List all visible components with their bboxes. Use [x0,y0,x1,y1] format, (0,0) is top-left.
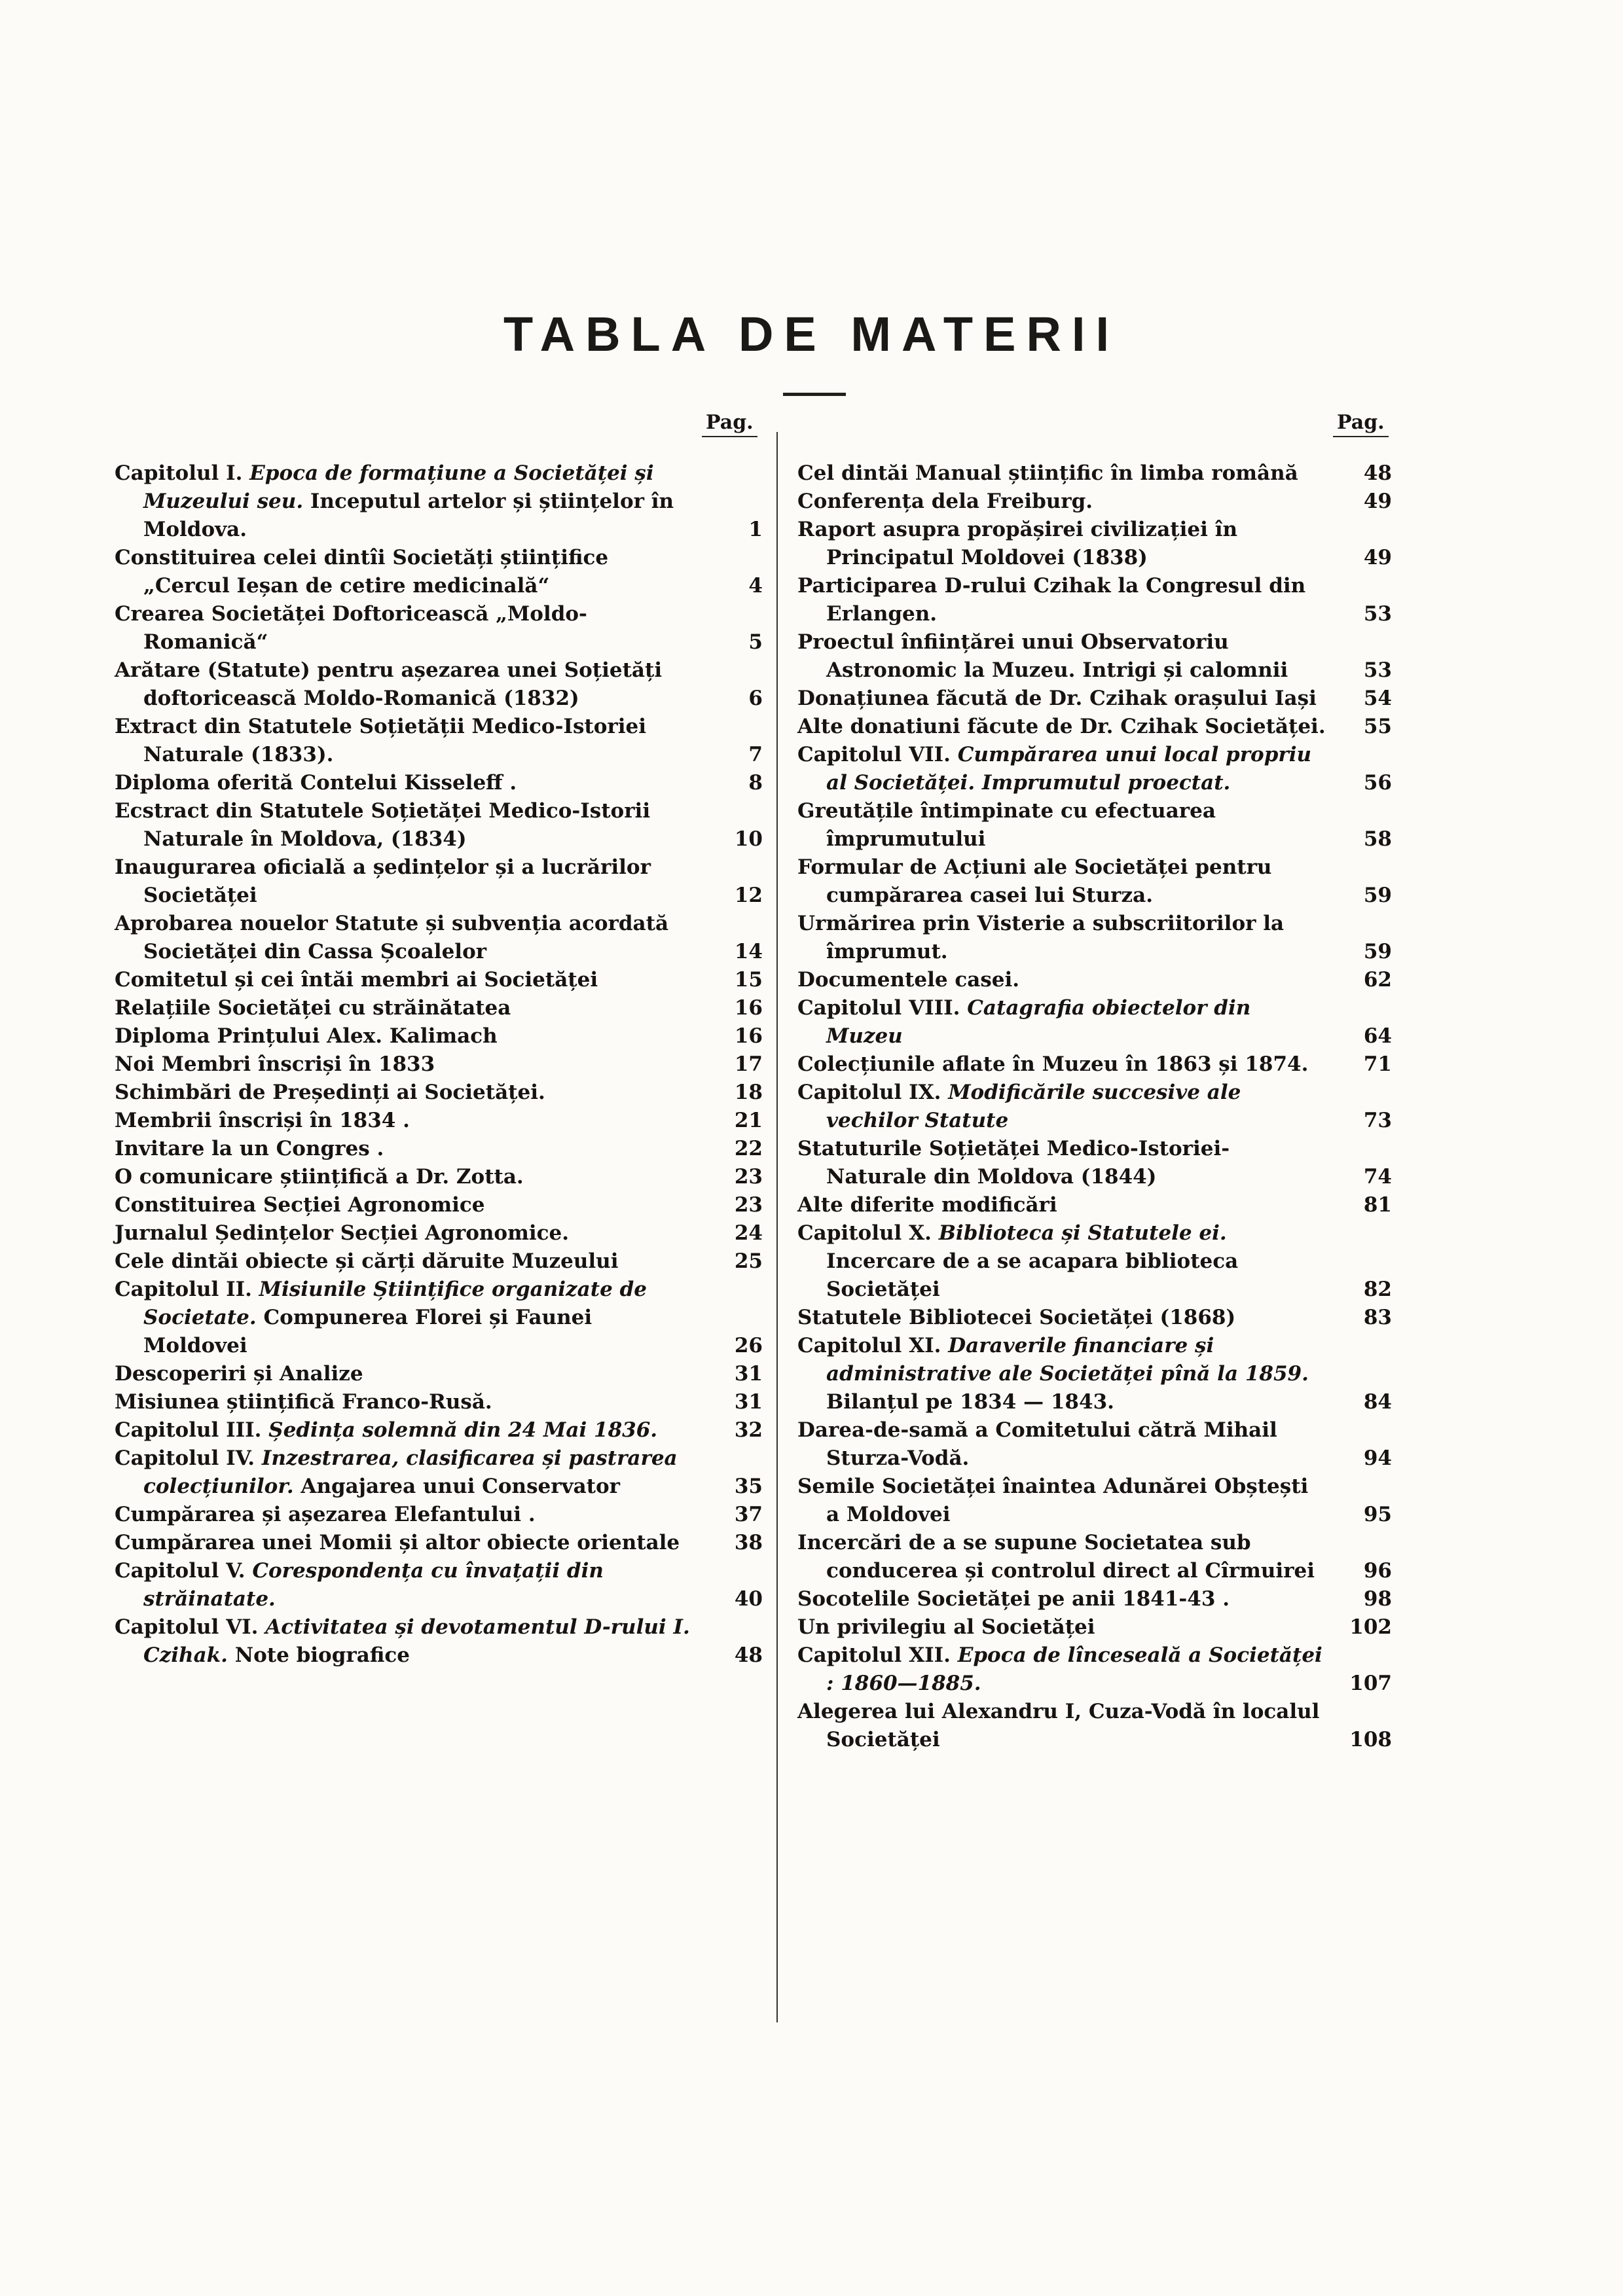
toc-entry [115,1501,763,1529]
toc-entry-text: Capitolul IV. Inzestrarea, clasificarea și pastrarea colecțiunilor. Angajarea unui Conservator [115,1446,678,1498]
toc-entry-page: 81 [1363,1193,1392,1217]
toc-entry-text: Incercări de a se supune Societatea sub conducerea și controlul direct al Cîrmuirei [797,1531,1315,1583]
toc-entry-page: 22 [734,1137,763,1160]
toc-entry-text: Cumpărarea unei Momii și altor obiecte orientale [115,1531,680,1554]
toc-entry [115,1050,763,1079]
toc-entry-page: 12 [734,884,763,907]
toc-entry [115,1163,763,1191]
column-divider [776,432,778,2022]
toc-entry-text: Greutățile întimpinate cu efectuarea împrumutului [797,799,1216,851]
toc-entry-page: 95 [1363,1503,1392,1526]
toc-entry [797,1050,1392,1079]
toc-entry-text: Alegerea lui Alexandru I, Cuza-Vodă în localul Societăței [797,1700,1320,1751]
toc-entry-page: 38 [734,1531,763,1554]
toc-entry-page: 54 [1363,687,1392,710]
toc-entry [115,713,763,769]
toc-column-right [797,459,1392,1754]
toc-entry-text: Proectul înființărei unui Observatoriu Astronomic la Muzeu. Intrigi și calomnii [797,630,1288,682]
toc-entry [115,1135,763,1163]
toc-entry [797,1416,1392,1473]
toc-chapter-label: Capitolul IX. [797,1081,941,1104]
toc-entry [797,1304,1392,1332]
toc-entry-text: Extract din Statutele Soțietății Medico-Istoriei Naturale (1833). [115,715,647,766]
toc-entry-text: Donațiunea făcută de Dr. Czihak orașului Iași [797,687,1317,710]
toc-entry [115,1247,763,1276]
toc-entry-page: 10 [734,827,763,851]
toc-entry-page: 40 [734,1587,763,1611]
toc-entry-text: Diploma oferită Contelui Kisseleff . [115,771,517,795]
toc-entry-text: Jurnalul Ședințelor Secției Agronomice. [115,1221,570,1245]
toc-entry [115,544,763,600]
toc-entry-text: Diploma Prințului Alex. Kalimach [115,1024,498,1048]
toc-chapter-label: Capitolul IV. [115,1446,255,1470]
toc-entry [115,1219,763,1247]
toc-chapter-title: Ședința solemnă din 24 Mai 1836. [261,1418,658,1442]
toc-entry-text [797,1641,1328,1698]
toc-entry [797,1473,1392,1529]
toc-entry [797,1585,1392,1613]
toc-entry-page: 59 [1363,884,1392,907]
toc-entry-page: 15 [734,968,763,992]
toc-entry [115,994,763,1022]
toc-entry-page: 31 [734,1390,763,1414]
toc-chapter-label: Capitolul VII. [797,743,951,766]
toc-entry-page: 55 [1363,715,1392,738]
toc-entry-text: Statuturile Soțietăței Medico-Istoriei-Naturale din Moldova (1844) [797,1137,1230,1189]
toc-entry [797,966,1392,994]
toc-entry-page: 94 [1363,1446,1392,1470]
toc-entry-text: Descoperiri și Analize [115,1362,363,1386]
toc-entry [797,1191,1392,1219]
toc-chapter-label: Capitolul I. [115,461,243,485]
toc-entry-text [115,1557,699,1613]
toc-entry-text: Capitolul II. Misiunile Științifice organizate de Societate. Compunerea Florei și Faunei Moldovei [115,1278,647,1357]
toc-entry [797,1135,1392,1191]
toc-entry-text: Semile Societăței înaintea Adunărei Obștești a Moldovei [797,1475,1309,1526]
toc-entry-text: Schimbări de Președinți ai Societăței. [115,1081,545,1104]
toc-entry-text: Invitare la un Congres . [115,1137,384,1160]
toc-entry-text: Ecstract din Statutele Soțietăței Medico-Istorii Naturale în Moldova, (1834) [115,799,651,851]
toc-entry-page: 84 [1363,1390,1392,1414]
toc-entry-text: Capitolul VI. Activitatea și devotamentul D-rului I. Czihak. Note biografice [115,1615,690,1667]
toc-chapter-title: Daraverile financiare și administrative ale Societăței pînă la 1859. [826,1334,1309,1386]
toc-entry-page: 98 [1363,1587,1392,1611]
toc-entry-page: 31 [734,1362,763,1386]
toc-entry-page: 74 [1363,1165,1392,1189]
toc-entry-text: Colecțiunile aflate în Muzeu în 1863 și 1874. [797,1052,1309,1076]
toc-chapter-title: Activitatea și devotamentul D-rului I. Czihak. [143,1615,690,1667]
toc-entry-text: Misiunea științifică Franco-Rusă. [115,1390,492,1414]
toc-chapter-label: Capitolul VIII. [797,996,960,1020]
toc-entry [797,685,1392,713]
toc-chapter-label: Capitolul III. [115,1418,262,1442]
toc-entry-text: Arătare (Statute) pentru așezarea unei Soțietăți doftoricească Moldo-Romanică (1832) [115,658,663,710]
toc-entry-page: 53 [1363,658,1392,682]
toc-entry-page: 58 [1363,827,1392,851]
toc-entry-text: Membrii înscriși în 1834 . [115,1109,410,1132]
title-rule [783,393,846,396]
toc-column-left [115,459,763,1670]
toc-entry-page: 16 [734,1024,763,1048]
toc-entry-page: 7 [748,743,763,766]
toc-entry-page: 23 [734,1165,763,1189]
toc-entry [115,910,763,966]
toc-entry [797,994,1392,1050]
toc-chapter-title: Biblioteca și Statutele ei. [931,1221,1227,1245]
toc-entry-page: 49 [1363,490,1392,513]
toc-chapter-label: Capitolul X. [797,1221,932,1245]
toc-entry [797,459,1392,488]
toc-chapter-title: Inzestrarea, clasificarea și pastrarea colecțiunilor. [143,1446,678,1498]
toc-entry [115,1557,763,1613]
toc-entry [115,1022,763,1050]
toc-entry-text: Formular de Acțiuni ale Societăței pentru cumpărarea casei lui Sturza. [797,855,1272,907]
toc-entry-page: 26 [734,1334,763,1357]
toc-chapter-label: Capitolul V. [115,1559,246,1583]
toc-entry [797,1529,1392,1585]
toc-entry [797,1079,1392,1135]
pag-header-left: Pag. [702,411,757,437]
toc-entry-text: Socotelile Societăței pe anii 1841-43 . [797,1587,1230,1611]
toc-entry-page: 62 [1363,968,1392,992]
toc-entry [115,797,763,853]
toc-entry-page: 14 [734,940,763,963]
toc-entry-text: Comitetul și cei întăi membri ai Societăței [115,968,598,992]
toc-entry [797,741,1392,797]
toc-entry-text: Alte donatiuni făcute de Dr. Czihak Societăței. [797,715,1326,738]
toc-entry-page: 64 [1363,1024,1392,1048]
toc-entry [797,797,1392,853]
toc-chapter-title: Epoca de formațiune a Societăței și Muzeului seu. [143,461,654,513]
toc-chapter-title: Cumpărarea unui local propriu al Societăței. Imprumutul proectat. [826,743,1312,795]
toc-entry [797,1219,1392,1304]
toc-entry-page: 56 [1363,771,1392,795]
toc-entry-page: 16 [734,996,763,1020]
toc-entry-text: Aprobarea nouelor Statute și subvenția acordată Societăței din Cassa Școalelor [115,912,669,963]
toc-entry-text: Conferența dela Freiburg. [797,490,1093,513]
toc-entry-text: Cele dintăi obiecte și cărți dăruite Muzeului [115,1249,619,1273]
toc-entry [115,1276,763,1360]
toc-entry-page: 96 [1363,1559,1392,1583]
toc-entry [797,488,1392,516]
toc-entry [797,572,1392,628]
toc-entry [115,1079,763,1107]
toc-entry-page: 107 [1349,1672,1392,1695]
toc-entry-page: 25 [734,1249,763,1273]
toc-entry-text: Capitolul I. Epoca de formațiune a Societăței și Muzeului seu. Inceputul artelor și științelor în Moldova. [115,461,674,541]
toc-entry-text: Alte diferite modificări [797,1193,1057,1217]
toc-entry-text: Noi Membri înscriși în 1833 [115,1052,435,1076]
toc-entry [797,1641,1392,1698]
toc-entry-text: Cel dintăi Manual științific în limba română [797,461,1298,485]
toc-entry [115,1529,763,1557]
toc-entry-page: 6 [748,687,763,710]
toc-entry [115,1191,763,1219]
toc-entry-page: 4 [748,574,763,598]
toc-entry [797,713,1392,741]
toc-entry [115,600,763,656]
toc-entry-text: Capitolul XI. Daraverile financiare și administrative ale Societăței pînă la 1859. Bilanțul pe 1834 — 1843. [797,1334,1309,1414]
page-title: TABLA DE MATERII [503,307,1120,361]
toc-entry [797,1332,1392,1416]
toc-entry-page: 18 [734,1081,763,1104]
toc-entry-text: Crearea Societăței Doftoricească „Moldo-Romanică“ [115,602,587,654]
toc-entry [797,853,1392,910]
toc-entry [115,1444,763,1501]
toc-entry [115,769,763,797]
pag-header-right: Pag. [1333,411,1389,437]
toc-entry-text [797,1079,1328,1135]
toc-chapter-title: Misiunile Științifice organizate de Societate. [143,1278,647,1329]
toc-entry [115,1360,763,1388]
toc-entry [115,1388,763,1416]
toc-entry [797,1698,1392,1754]
toc-entry-text [797,994,1328,1050]
toc-entry-page: 17 [734,1052,763,1076]
toc-chapter-label: Capitolul VI. [115,1615,259,1639]
toc-entry-text: Constituirea Secției Agronomice [115,1193,485,1217]
toc-entry-page: 73 [1363,1109,1392,1132]
toc-entry-text: Inaugurarea oficială a ședințelor și a lucrărilor Societăței [115,855,651,907]
toc-entry [797,910,1392,966]
toc-entry-page: 49 [1363,546,1392,569]
toc-entry-page: 37 [734,1503,763,1526]
toc-entry-page: 53 [1363,602,1392,626]
toc-entry-text: Documentele casei. [797,968,1020,992]
toc-entry-text [115,1416,699,1444]
toc-entry-page: 108 [1349,1728,1392,1751]
toc-chapter-label: Capitolul XI. [797,1334,941,1357]
toc-entry [115,1613,763,1670]
toc-entry [115,1416,763,1444]
toc-chapter-label: Capitolul II. [115,1278,252,1301]
toc-chapter-title: Modificările succesive ale vechilor Statute [826,1081,1241,1132]
toc-entry [797,1613,1392,1641]
toc-entry-page: 48 [1363,461,1392,485]
toc-entry-page: 23 [734,1193,763,1217]
toc-entry [115,853,763,910]
toc-entry [115,656,763,713]
toc-entry-page: 8 [748,771,763,795]
toc-chapter-title: Catagrafia obiectelor din Muzeu [826,996,1251,1048]
toc-entry-page: 48 [734,1643,763,1667]
toc-entry-page: 71 [1363,1052,1392,1076]
toc-entry-page: 83 [1363,1306,1392,1329]
toc-entry [115,459,763,544]
toc-entry-page: 32 [734,1418,763,1442]
toc-entry-text [797,741,1328,797]
toc-entry-page: 1 [748,518,763,541]
toc-entry-text: Statutele Bibliotecei Societăței (1868) [797,1306,1236,1329]
toc-chapter-title: Corespondența cu învațații din străinatate. [143,1559,604,1611]
toc-entry-page: 21 [734,1109,763,1132]
toc-entry [115,966,763,994]
toc-entry-text: Raport asupra propășirei civilizației în Principatul Moldovei (1838) [797,518,1238,569]
toc-entry-text: Darea-de-samă a Comitetului cătră Mihail Sturza-Vodă. [797,1418,1277,1470]
toc-entry-page: 35 [734,1475,763,1498]
toc-chapter-title: Epoca de lînceseală a Societăței : 1860—1885. [826,1643,1322,1695]
toc-entry-page: 59 [1363,940,1392,963]
toc-entry-text: Participarea D-rului Czihak la Congresul din Erlangen. [797,574,1306,626]
toc-entry-text: Urmărirea prin Visterie a subscriitorilor la împrumut. [797,912,1285,963]
toc-entry [797,628,1392,685]
toc-entry-text: Cumpărarea și așezarea Elefantului . [115,1503,536,1526]
toc-entry-text: Relațiile Societăței cu străinătatea [115,996,511,1020]
toc-entry-text: Capitolul X. Biblioteca și Statutele ei. Incercare de a se acapara biblioteca Societăței [797,1221,1239,1301]
toc-entry-text: O comunicare științifică a Dr. Zotta. [115,1165,524,1189]
toc-entry-text: Un privilegiu al Societăței [797,1615,1095,1639]
toc-entry-page: 5 [748,630,763,654]
toc-entry-text: Constituirea celei dintîi Societăți științifice „Cercul Ieșan de cetire medicinală“ [115,546,609,598]
toc-entry-page: 82 [1363,1278,1392,1301]
toc-chapter-label: Capitolul XII. [797,1643,951,1667]
toc-entry-page: 102 [1349,1615,1392,1639]
toc-entry [115,1107,763,1135]
toc-entry [797,516,1392,572]
toc-entry-page: 24 [734,1221,763,1245]
